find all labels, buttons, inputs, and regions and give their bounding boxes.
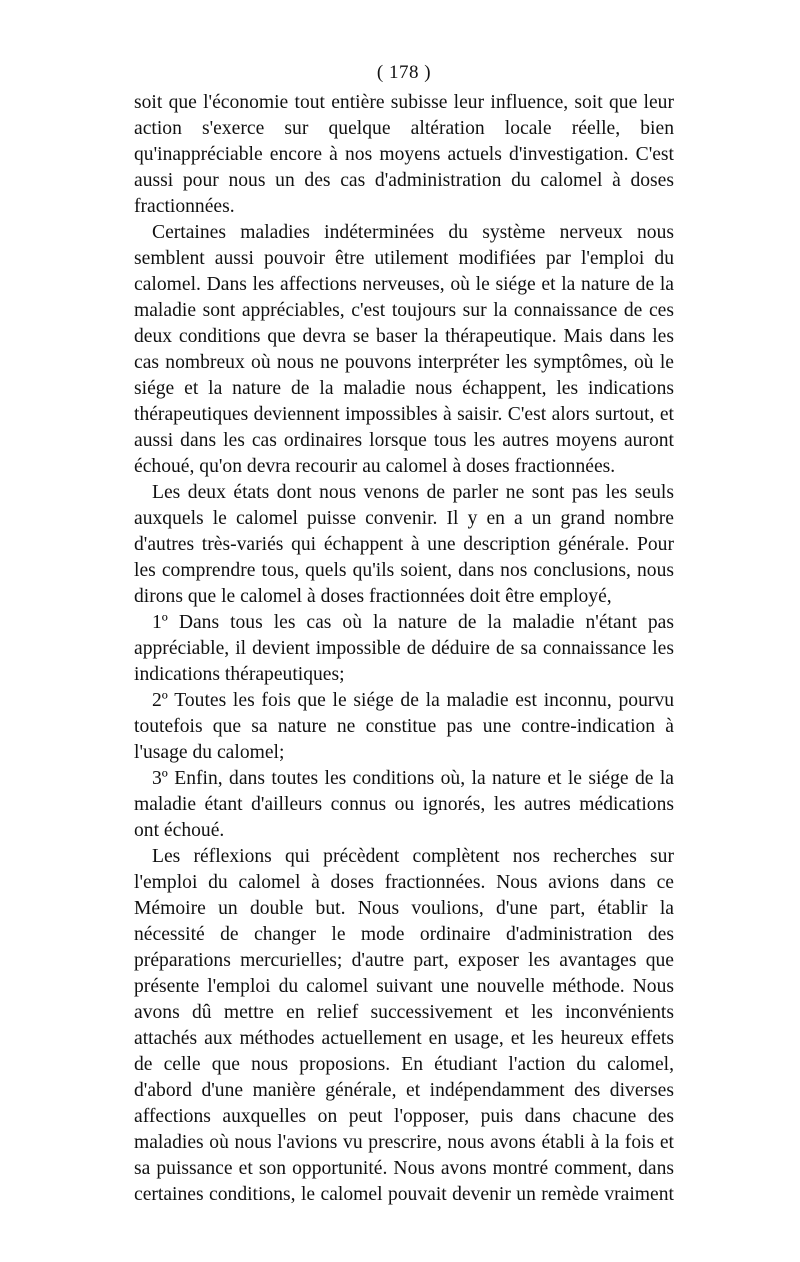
conclusion-item-3: 3º Enfin, dans toutes les conditions où, la nature et le siége de la maladie étant d'ailleurs connus ou ignorés, les autres médications ont échoué. (134, 768, 674, 841)
paragraph-continuation: soit que l'économie tout entière subisse leur influence, soit que leur action s'exerce sur quelque altération locale réelle, bien qu'inappréciable encore à nos moyens actuels d'investigation. C'est aussi pour nous un des cas d'administration du calomel à doses fractionnées. (134, 92, 674, 217)
paragraph-reflections: Les réflexions qui précèdent complètent nos recherches sur l'emploi du calomel à doses fractionnées. Nous avions dans ce Mémoire un double but. Nous voulions, d'une part, établir la nécessité de changer le mode ordinaire d'administration des préparations mercurielles; d'autre part, exposer les avantages que présente l'emploi du calomel suivant une nouvelle méthode. Nous avons dû mettre en relief successivement et les inconvénients attachés aux méthodes actuellement en usage, et les heureux effets de celle que nous proposions. En étudiant l'action du calomel, d'abord d'une manière générale, et indépendamment des diverses affections auxquelles on peut l'opposer, puis dans chacune des maladies où nous l'avions vu prescrire, nous avons établi à la fois et sa puissance et son opportunité. Nous avons montré comment, dans certaines conditions, le calomel pouvait devenir un remède vraiment (134, 846, 674, 1205)
conclusion-item-1: 1º Dans tous les cas où la nature de la maladie n'étant pas appréciable, il devient impossible de déduire de sa connaissance les indications thérapeutiques; (134, 612, 674, 685)
book-page (134, 58, 674, 1208)
paragraph-other-states: Les deux états dont nous venons de parler ne sont pas les seuls auxquels le calomel puisse convenir. Il y en a un grand nombre d'autres très-variés qui échappent à une description générale. Pour les comprendre tous, quels qu'ils soient, dans nos conclusions, nous dirons que le calomel à doses fractionnées doit être employé, (134, 482, 674, 607)
page-number: ( 178 ) (376, 62, 432, 83)
conclusion-item-2: 2º Toutes les fois que le siége de la maladie est inconnu, pourvu toutefois que sa nature ne constitue pas une contre-indication à l'usage du calomel; (134, 690, 674, 763)
paragraph-nervous-system: Certaines maladies indéterminées du système nerveux nous semblent aussi pouvoir être utilement modifiées par l'emploi du calomel. Dans les affections nerveuses, où le siége et la nature de la maladie sont appréciables, c'est toujours sur la connaissance de ces deux conditions que devra se baser la thérapeutique. Mais dans les cas nombreux où nous ne pouvons interpréter les symptômes, où le siége et la nature de la maladie nous échappent, les indications thérapeutiques deviennent impossibles à saisir. C'est alors surtout, et aussi dans les cas ordinaires lorsque tous les autres moyens auront échoué, qu'on devra recourir au calomel à doses fractionnées. (134, 222, 674, 477)
